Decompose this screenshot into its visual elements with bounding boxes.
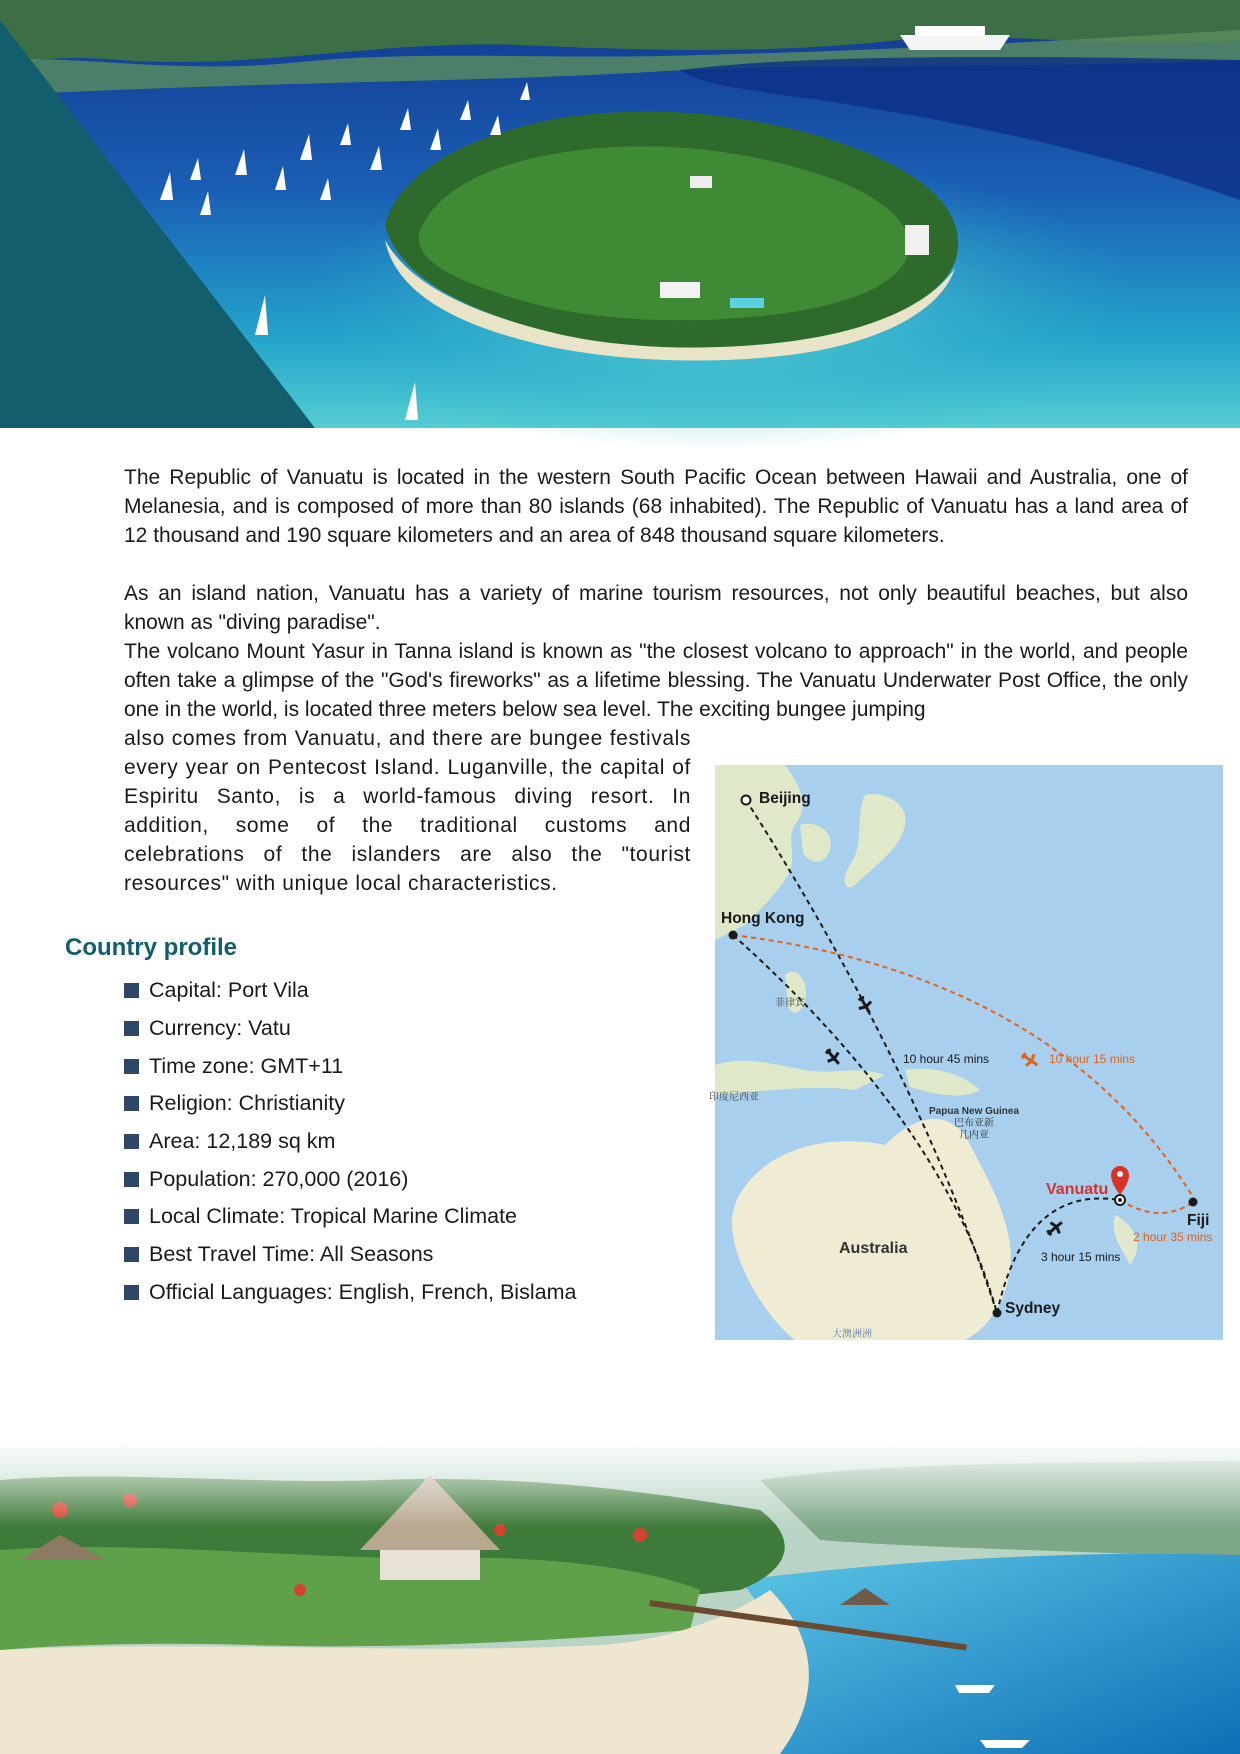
square-bullet-icon bbox=[124, 1021, 139, 1036]
profile-item-population: Population: 270,000 (2016) bbox=[124, 1160, 576, 1198]
map-label-fiji: Fiji bbox=[1187, 1212, 1210, 1229]
square-bullet-icon bbox=[124, 983, 139, 998]
hong-kong-marker-icon bbox=[729, 931, 738, 940]
intro-paragraph-3-continued: also comes from Vanuatu, and there are bungee festivals every year on Pentecost Island. Luganville, the capital of Espiritu Santo, is a world-famous diving resort. In addition, some of the traditional customs and celebrations of the islanders are also the "tourist resources" with unique local characteristics. bbox=[124, 727, 691, 895]
profile-item-travel-time: Best Travel Time: All Seasons bbox=[124, 1236, 576, 1274]
airplane-icon bbox=[854, 994, 875, 1017]
duration-fiji-vanuatu: 2 hour 35 mins bbox=[1133, 1230, 1213, 1244]
square-bullet-icon bbox=[124, 1172, 139, 1187]
hero-photo-island-harbor bbox=[0, 0, 1240, 428]
land-japan bbox=[845, 794, 906, 887]
land-korea bbox=[800, 824, 831, 862]
intro-paragraph-2: As an island nation, Vanuatu has a variety of marine tourism resources, not only beautiful beaches, but also known as "diving paradise". bbox=[124, 582, 1188, 634]
sydney-marker-icon bbox=[993, 1309, 1002, 1318]
profile-item-religion: Religion: Christianity bbox=[124, 1085, 576, 1123]
profile-item-area: Area: 12,189 sq km bbox=[124, 1123, 576, 1161]
profile-item-time-zone: Time zone: GMT+11 bbox=[124, 1047, 576, 1085]
profile-item-languages: Official Languages: English, French, Bislama bbox=[124, 1274, 576, 1312]
land-australia bbox=[732, 1119, 1011, 1340]
fiji-marker-icon bbox=[1189, 1198, 1198, 1207]
airplane-icon bbox=[822, 1046, 844, 1069]
square-bullet-icon bbox=[124, 1134, 139, 1149]
square-bullet-icon bbox=[124, 1209, 139, 1224]
profile-item-currency: Currency: Vatu bbox=[124, 1010, 576, 1048]
beach-illustration bbox=[0, 1440, 1240, 1754]
png-english-label: Papua New Guinea bbox=[929, 1106, 1020, 1117]
map-label-vanuatu: Vanuatu bbox=[1046, 1181, 1109, 1198]
airplane-icon bbox=[1019, 1049, 1042, 1071]
country-profile-heading: Country profile bbox=[65, 934, 237, 961]
square-bullet-icon bbox=[124, 1096, 139, 1111]
map-label-hong-kong: Hong Kong bbox=[721, 910, 805, 927]
square-bullet-icon bbox=[124, 1285, 139, 1300]
intro-paragraph-1: The Republic of Vanuatu is located in the western South Pacific Ocean between Hawaii and Australia, one of Melanesia, and is composed of more than 80 islands (68 inhabited). The Republic of Vanuatu has a land area of 12 thousand and 190 square kilometers and an area of 848 thousand square kilometers. bbox=[124, 466, 1188, 547]
airplane-icon bbox=[1044, 1217, 1067, 1239]
route-fiji-vanuatu bbox=[1120, 1200, 1193, 1213]
hero-illustration bbox=[0, 0, 1240, 428]
land-png bbox=[905, 1069, 980, 1096]
png-chinese-line1: 巴布亚新 bbox=[954, 1118, 995, 1129]
map-label-sydney: Sydney bbox=[1005, 1300, 1061, 1317]
beach-resort-photo bbox=[0, 1440, 1240, 1754]
map-label-beijing: Beijing bbox=[759, 790, 811, 807]
square-bullet-icon bbox=[124, 1059, 139, 1074]
map-label-png bbox=[929, 1106, 1019, 1142]
vanuatu-marker-center bbox=[1118, 1198, 1122, 1202]
square-bullet-icon bbox=[124, 1247, 139, 1262]
location-pin-icon bbox=[1111, 1166, 1129, 1195]
flight-route-map bbox=[709, 765, 1223, 1340]
map-label-oceania: 大澳洲洲 bbox=[832, 1329, 872, 1340]
profile-item-capital: Capital: Port Vila bbox=[124, 972, 576, 1010]
map-label-indonesia: 印度尼西亚 bbox=[709, 1092, 759, 1103]
map-label-philippines: 菲律宾 bbox=[775, 998, 805, 1009]
duration-beijing-sydney: 10 hour 45 mins bbox=[903, 1052, 990, 1066]
location-pin-dot bbox=[1117, 1171, 1123, 1177]
map-label-australia: Australia bbox=[839, 1240, 908, 1257]
png-chinese-line2: 几内亚 bbox=[959, 1130, 990, 1141]
intro-paragraph-3: The volcano Mount Yasur in Tanna island is known as "the closest volcano to approach" in the world, and people often take a glimpse of the "God's fireworks" as a lifetime blessing. The Vanuatu Underwater Post Office, the only one in the world, is located three meters below sea level. The exciting bungee jumping bbox=[124, 640, 1188, 721]
duration-hongkong-fiji: 10 hour 15 mins bbox=[1049, 1052, 1136, 1066]
profile-item-climate: Local Climate: Tropical Marine Climate bbox=[124, 1198, 576, 1236]
beijing-marker-icon bbox=[742, 796, 751, 805]
country-profile-list bbox=[124, 972, 576, 1311]
duration-sydney-vanuatu: 3 hour 15 mins bbox=[1041, 1250, 1121, 1264]
